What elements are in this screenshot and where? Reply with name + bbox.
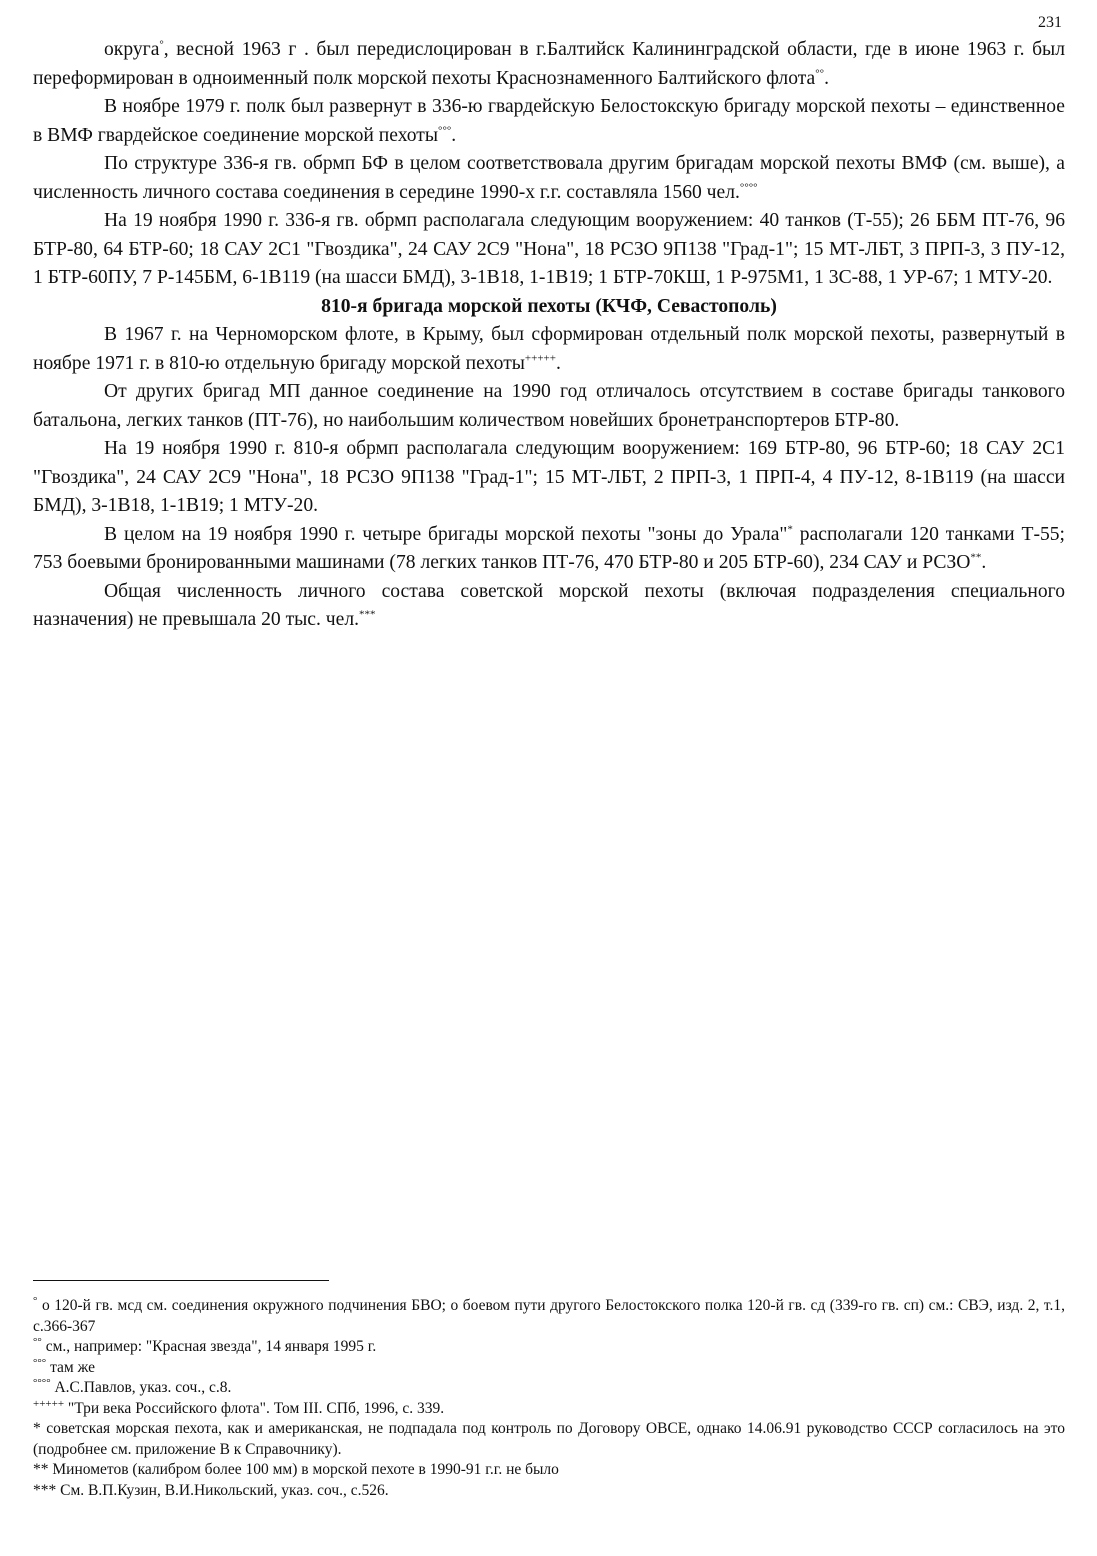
footnote-ref: *** — [359, 608, 376, 621]
footnote: * советская морская пехота, как и американская, не подпадала под контроль по Договору ОВСЕ, однако 14.06.91 руководство СССР согласилось на это (подробнее см. приложение В к Справочнику). — [33, 1420, 1065, 1458]
paragraph-3: По структуре 336-я гв. обрмп БФ в целом соответствовала другим бригадам морской пехоты ВМФ (см. выше), а численность личного состава соединения в середине 1990-х г.г. составляла 1560 чел.°°°° — [33, 153, 1065, 203]
footnote-ref: °°°° — [739, 180, 758, 193]
paragraph-7: На 19 ноября 1990 г. 810-я обрмп располагала следующим вооружением: 169 БТР-80, 96 БТР-60; 18 САУ 2С1 "Гвоздика", 24 САУ 2С9 "Нона", 18 РСЗО 9П138 "Град-1"; 15 МТ-ЛБТ, 2 ПРП-3, 1 ПРП-4, 4 ПУ-12, 8-1В119 (на шасси БМД), 3-1В18, 1-1В19; 1 МТУ-20. — [33, 438, 1065, 516]
paragraph-8: В целом на 19 ноября 1990 г. четыре бригады морской пехоты "зоны до Урала"* располагали 120 танками Т-55; 753 боевыми бронированными машинами (78 легких танков ПТ-76, 470 БТР-80 и 205 БТР-60), 234 САУ и РСЗО**. — [33, 522, 1066, 573]
footnote-ref: * — [787, 522, 793, 535]
footnote-ref: ** — [970, 551, 982, 564]
footnote: °°° там же — [33, 1356, 95, 1376]
footnote-ref: ° — [159, 38, 164, 51]
body-text — [33, 36, 1065, 635]
footnote: *** См. В.П.Кузин, В.И.Никольский, указ. соч., с.526. — [33, 1481, 389, 1499]
footnote-ref: °°° — [438, 123, 452, 136]
footnote: °° см., например: "Красная звезда", 14 января 1995 г. — [33, 1335, 377, 1355]
section-heading: 810-я бригада морской пехоты (КЧФ, Севастополь) — [321, 295, 777, 317]
page-number: 231 — [1038, 14, 1062, 31]
footnotes — [33, 1296, 1065, 1501]
paragraph-1: округа°, весной 1963 г . был передислоцирован в г.Балтийск Калининградской области, где в июне 1963 г. был переформирован в одноименный полк морской пехоты Краснознаменного Балтийского флота°°. — [33, 38, 1065, 89]
paragraph-4: На 19 ноября 1990 г. 336-я гв. обрмп располагала следующим вооружением: 40 танков (Т-55); 26 ББМ ПТ-76, 96 БТР-80, 64 БТР-60; 18 САУ 2С1 "Гвоздика", 24 САУ 2С9 "Нона", 18 РСЗО 9П138 "Град-1"; 15 МТ-ЛБТ, 3 ПРП-3, 3 ПУ-12, 1 БТР-60ПУ, 7 Р-145БМ, 6-1В119 (на шасси БМД), 3-1В18, 1-1В19; 1 БТР-70КШ, 1 Р-975М1, 1 3С-88, 1 УР-67; 1 МТУ-20. — [33, 210, 1065, 288]
paragraph-2: В ноябре 1979 г. полк был развернут в 336-ю гвардейскую Белостокскую бригаду морской пехоты – единственное в ВМФ гвардейское соединение морской пехоты°°°. — [33, 96, 1065, 146]
paragraph-6: От других бригад МП данное соединение на 1990 год отличалось отсутствием в составе бригады танкового батальона, легких танков (ПТ-76), но наибольшим количеством новейших бронетранспортеров БТР-80. — [33, 381, 1065, 431]
footnote-ref: +++++ — [524, 351, 556, 364]
paragraph-5: В 1967 г. на Черноморском флоте, в Крыму, был сформирован отдельный полк морской пехоты, развернутый в ноябре 1971 г. в 810-ю отдельную бригаду морской пехоты+++++. — [33, 324, 1065, 374]
footnote-ref: °° — [815, 66, 825, 79]
footnote: °°°° А.С.Павлов, указ. соч., с.8. — [33, 1376, 232, 1396]
footnote: ** Минометов (калибром более 100 мм) в морской пехоте в 1990-91 г.г. не было — [33, 1461, 559, 1478]
footnote: +++++ "Три века Российского флота". Том III. СПб, 1996, с. 339. — [33, 1397, 445, 1417]
paragraph-9: Общая численность личного состава советской морской пехоты (включая подразделения специального назначения) не превышала 20 тыс. чел.*** — [33, 580, 1065, 630]
footnote: ° о 120-й гв. мсд см. соединения окружного подчинения БВО; о боевом пути другого Белостокского полка 120-й гв. сд (339-го гв. сп) см.: СВЭ, изд. 2, т.1, с.366-367 — [33, 1294, 1065, 1335]
footnote-separator — [33, 1280, 329, 1281]
